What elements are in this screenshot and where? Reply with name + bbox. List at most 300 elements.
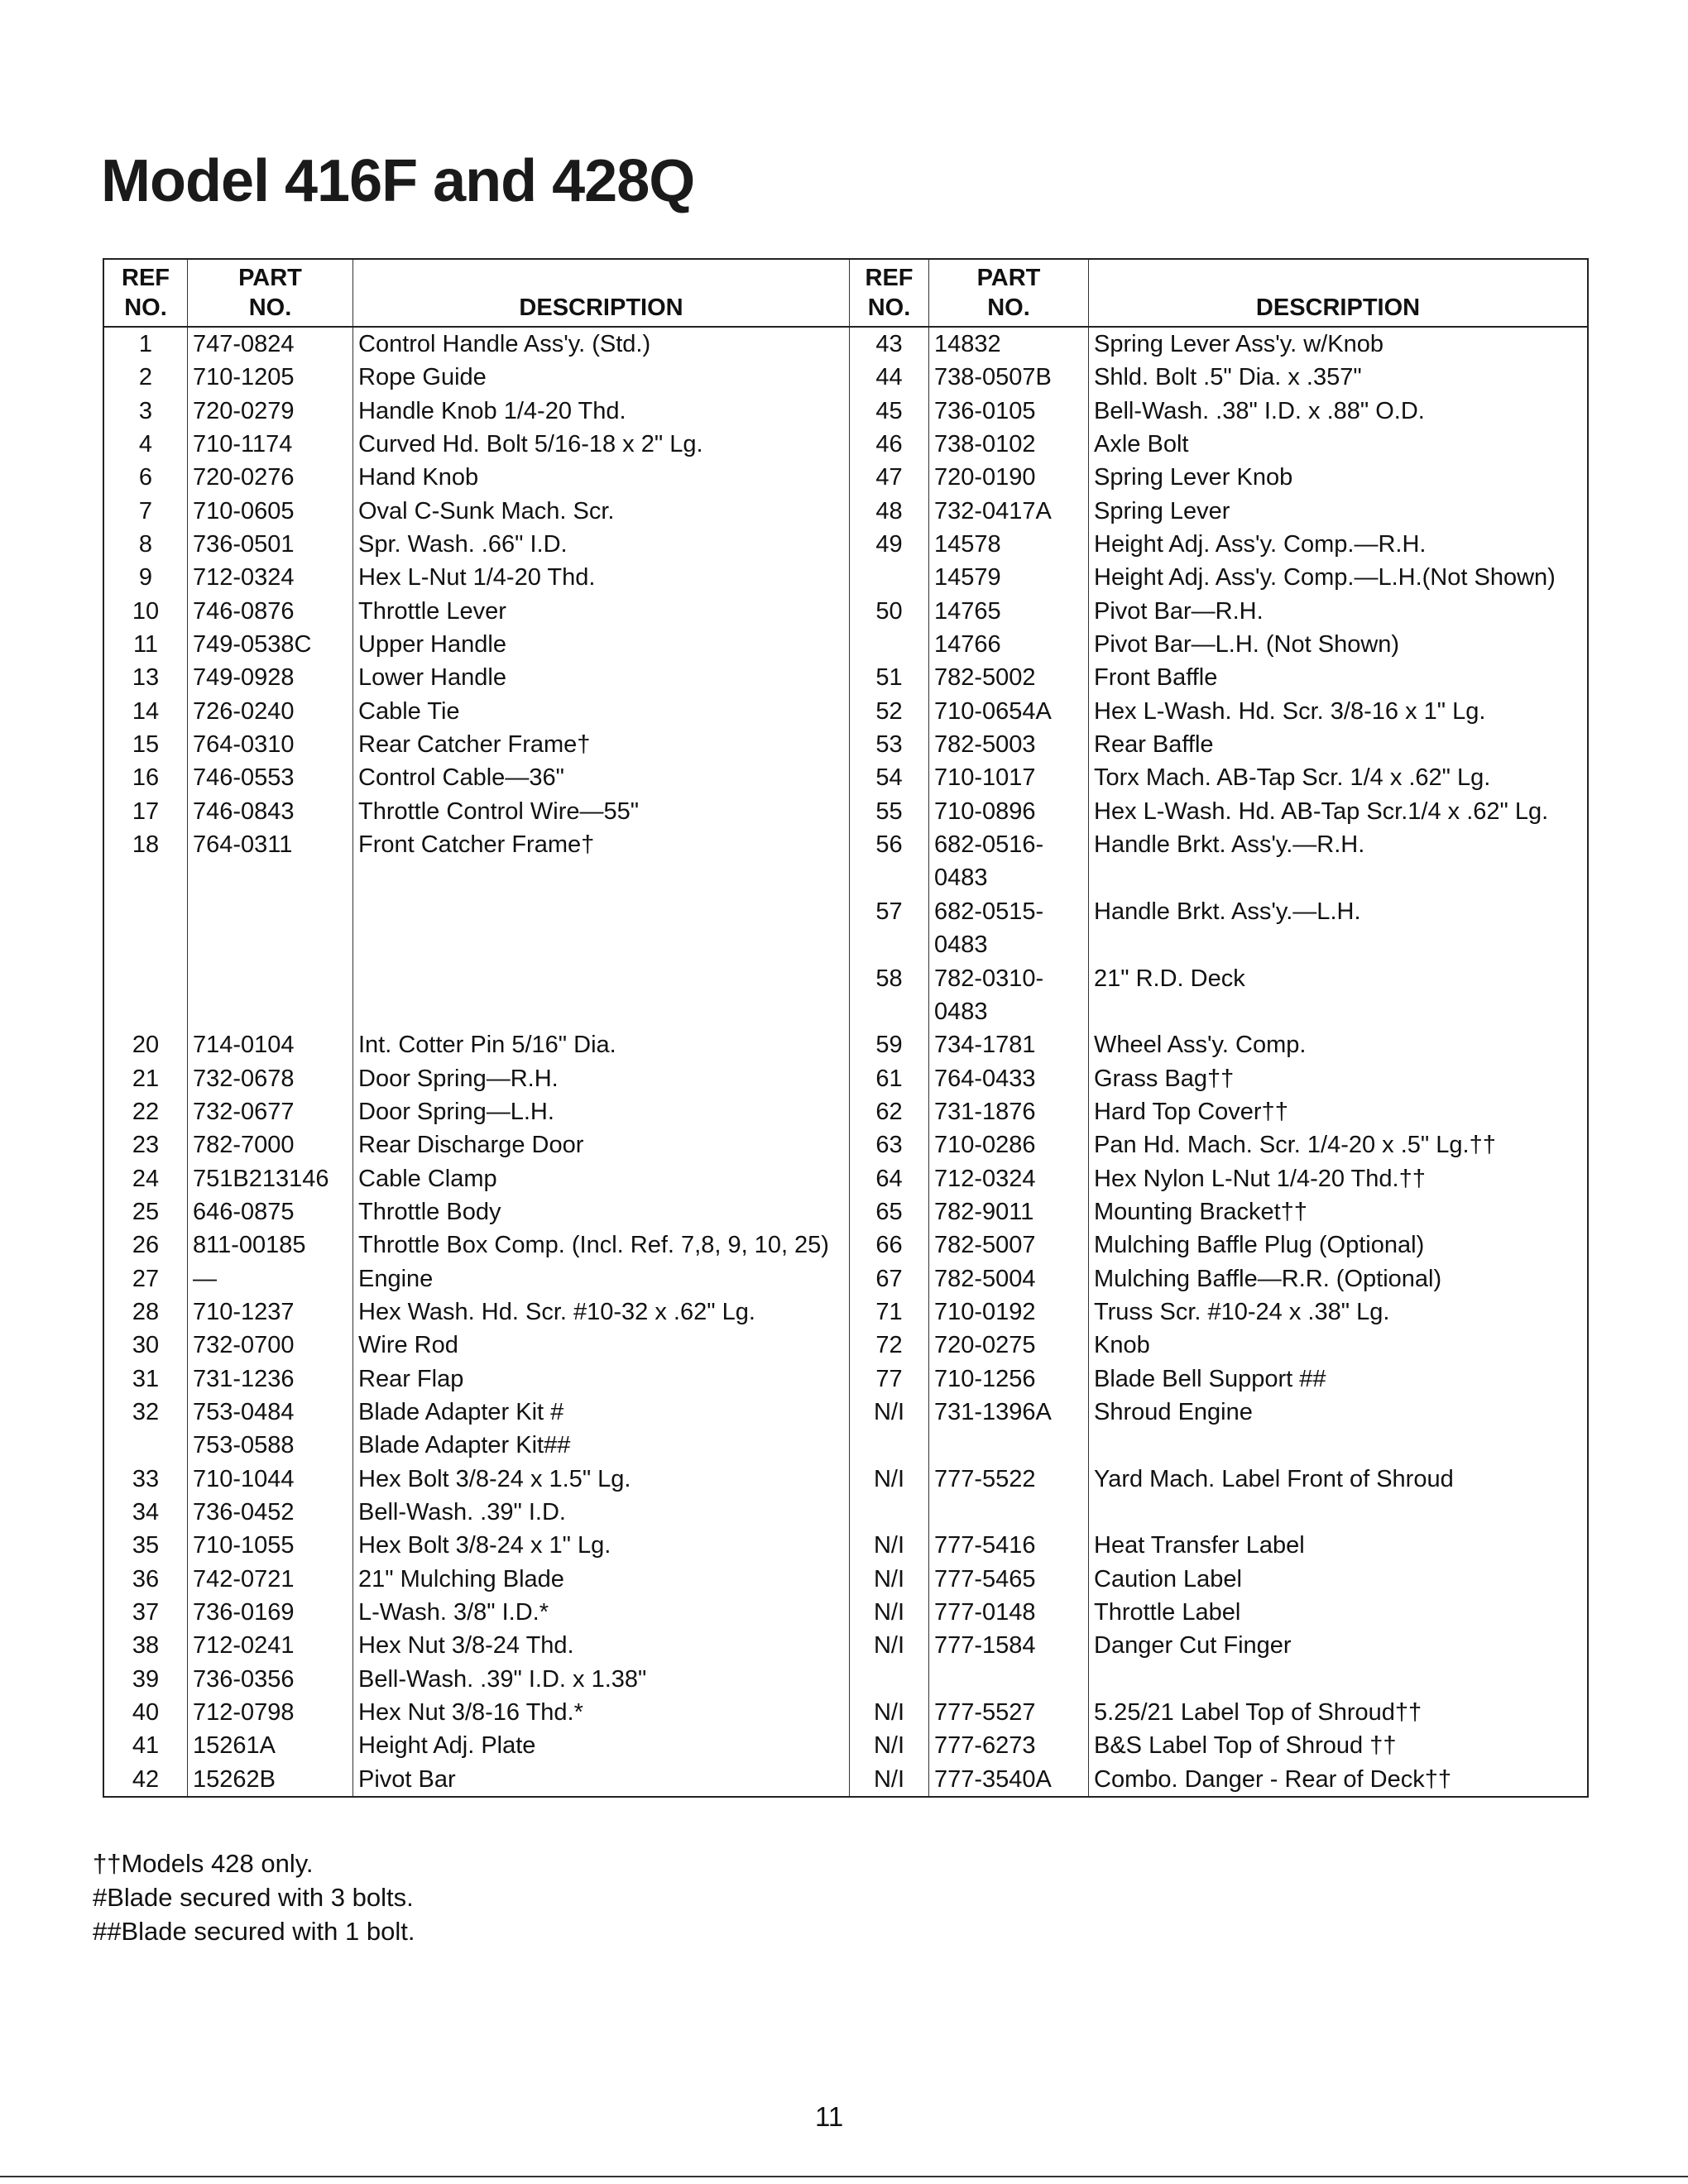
table-row [104, 1329, 849, 1362]
description-cell: Hex Nut 3/8-24 Thd. [352, 1629, 849, 1662]
part-no-cell: 712-0241 [187, 1629, 352, 1662]
part-no-cell: — [187, 1262, 352, 1296]
description-cell: Bell-Wash. .38" I.D. x .88" O.D. [1088, 395, 1587, 428]
ref-no-cell: 20 [132, 1032, 160, 1059]
part-no-cell: 14832 [928, 328, 1088, 361]
table-row [104, 1496, 849, 1529]
table-row [104, 1663, 849, 1696]
table-row [104, 1696, 849, 1729]
ref-no-cell [104, 962, 187, 1029]
table-row [104, 1228, 849, 1262]
part-no-cell: 777-3540A [928, 1763, 1088, 1796]
table-row [104, 1763, 849, 1796]
part-no-cell: 747-0824 [187, 328, 352, 361]
description-cell [1088, 1496, 1587, 1529]
part-no-cell: 736-0169 [187, 1596, 352, 1629]
page-number: 11 [815, 2101, 844, 2132]
ref-no-cell: 23 [132, 1132, 160, 1159]
ref-no-cell [849, 1663, 928, 1696]
ref-no-cell: 36 [132, 1565, 160, 1592]
part-no-cell [928, 1429, 1088, 1462]
part-no-cell: 682-0516- 0483 [928, 828, 1088, 895]
table-row [849, 395, 1587, 428]
description-cell: Pivot Bar [352, 1763, 849, 1796]
part-no-cell: 712-0798 [187, 1696, 352, 1729]
table-row [104, 495, 849, 528]
description-cell: Mulching Baffle Plug (Optional) [1088, 1228, 1587, 1262]
part-no-cell: 732-0417A [928, 495, 1088, 528]
part-no-cell: 736-0105 [928, 395, 1088, 428]
table-row [104, 628, 849, 661]
part-no-cell: 710-1237 [187, 1296, 352, 1329]
description-cell: Pan Hd. Mach. Scr. 1/4-20 x .5" Lg.†† [1088, 1128, 1587, 1161]
part-no-cell: 710-0605 [187, 495, 352, 528]
ref-no-cell: 42 [132, 1765, 160, 1793]
ref-no-cell [104, 1429, 187, 1462]
table-row [104, 528, 849, 561]
part-no-cell: 746-0553 [187, 761, 352, 794]
table-row [849, 428, 1587, 461]
table-row [849, 628, 1587, 661]
description-cell: Height Adj. Plate [352, 1729, 849, 1762]
table-row [849, 1162, 1587, 1195]
page-title: Model 416F and 428Q [101, 148, 695, 214]
description-cell: Door Spring—R.H. [352, 1062, 849, 1095]
description-cell: Wheel Ass'y. Comp. [1088, 1028, 1587, 1061]
ref-no-cell: 63 [849, 1128, 928, 1161]
description-cell [1088, 1429, 1587, 1462]
description-cell: Blade Bell Support ## [1088, 1363, 1587, 1396]
table-row [849, 1195, 1587, 1228]
part-no-cell: 14766 [928, 628, 1088, 661]
description-cell: Oval C-Sunk Mach. Scr. [352, 495, 849, 528]
table-row [104, 561, 849, 594]
table-row [104, 1596, 849, 1629]
ref-no-cell: 48 [849, 495, 928, 528]
ref-no-cell [849, 1429, 928, 1462]
header-description-right: DESCRIPTION [1088, 260, 1587, 326]
part-no-cell: 782-5002 [928, 661, 1088, 694]
description-cell: B&S Label Top of Shroud †† [1088, 1729, 1587, 1762]
table-row [104, 395, 849, 428]
description-cell: Curved Hd. Bolt 5/16-18 x 2" Lg. [352, 428, 849, 461]
ref-no-cell: N/I [849, 1529, 928, 1562]
description-cell: Torx Mach. AB-Tap Scr. 1/4 x .62" Lg. [1088, 761, 1587, 794]
part-no-cell: 710-0192 [928, 1296, 1088, 1329]
part-no-cell: 710-1174 [187, 428, 352, 461]
table-row [849, 1729, 1587, 1762]
part-no-cell: 746-0843 [187, 795, 352, 828]
ref-no-cell: 37 [132, 1599, 160, 1626]
description-cell: Spring Lever Ass'y. w/Knob [1088, 328, 1587, 361]
ref-no-cell [849, 561, 928, 594]
table-row [849, 1363, 1587, 1396]
part-no-cell: 782-5004 [928, 1262, 1088, 1296]
table-row [849, 1329, 1587, 1362]
description-cell: Lower Handle [352, 661, 849, 694]
part-no-cell: 710-1256 [928, 1363, 1088, 1396]
table-row [104, 828, 849, 895]
description-cell: Pivot Bar—L.H. (Not Shown) [1088, 628, 1587, 661]
table-row [849, 1062, 1587, 1095]
description-cell: Hand Knob [352, 461, 849, 494]
part-no-cell: 14578 [928, 528, 1088, 561]
part-no-cell: 738-0507B [928, 361, 1088, 394]
table-row [104, 461, 849, 494]
table-row [849, 1396, 1587, 1429]
table-row [104, 428, 849, 461]
ref-no-cell: 59 [849, 1028, 928, 1061]
part-no-cell: 764-0433 [928, 1062, 1088, 1095]
ref-no-cell: 66 [849, 1228, 928, 1262]
table-row [849, 728, 1587, 761]
table-row [849, 828, 1587, 895]
description-cell: Cable Tie [352, 695, 849, 728]
part-no-cell: 734-1781 [928, 1028, 1088, 1061]
part-no-cell: 777-1584 [928, 1629, 1088, 1662]
description-cell [352, 962, 849, 1029]
table-row [849, 1629, 1587, 1662]
description-cell: Hex Wash. Hd. Scr. #10-32 x .62" Lg. [352, 1296, 849, 1329]
ref-no-cell: 2 [138, 364, 153, 391]
table-row [104, 1128, 849, 1161]
part-no-cell: 732-0700 [187, 1329, 352, 1362]
part-no-cell: 720-0276 [187, 461, 352, 494]
part-no-cell: 777-5522 [928, 1463, 1088, 1496]
part-no-cell: 777-6273 [928, 1729, 1088, 1762]
footnotes [93, 1846, 415, 1948]
table-row [104, 1396, 849, 1429]
ref-no-cell: 10 [132, 597, 160, 625]
table-row [849, 1262, 1587, 1296]
description-cell: 5.25/21 Label Top of Shroud†† [1088, 1696, 1587, 1729]
ref-no-cell: 4 [138, 431, 153, 458]
bottom-rule [0, 2176, 1688, 2177]
part-no-cell: 746-0876 [187, 595, 352, 628]
part-no-cell: 811-00185 [187, 1228, 352, 1262]
ref-no-cell: N/I [849, 1596, 928, 1629]
description-cell: Handle Brkt. Ass'y.—L.H. [1088, 895, 1587, 962]
table-row [104, 1095, 849, 1128]
description-cell: Mulching Baffle—R.R. (Optional) [1088, 1262, 1587, 1296]
ref-no-cell: 77 [849, 1363, 928, 1396]
description-cell: Handle Brkt. Ass'y.—R.H. [1088, 828, 1587, 895]
part-no-cell [928, 1663, 1088, 1696]
parts-table [103, 258, 1589, 1798]
table-row [849, 1596, 1587, 1629]
description-cell: Pivot Bar—R.H. [1088, 595, 1587, 628]
table-row [104, 1062, 849, 1095]
ref-no-cell: 31 [132, 1365, 160, 1392]
table-body [104, 328, 1587, 1796]
part-no-cell: 646-0875 [187, 1195, 352, 1228]
description-cell: L-Wash. 3/8" I.D.* [352, 1596, 849, 1629]
table-row [104, 795, 849, 828]
description-cell: Spring Lever Knob [1088, 461, 1587, 494]
part-no-cell: 732-0677 [187, 1095, 352, 1128]
ref-no-cell: 55 [849, 795, 928, 828]
ref-no-cell: 26 [132, 1232, 160, 1259]
ref-no-cell: N/I [849, 1396, 928, 1429]
part-no-cell: 753-0484 [187, 1396, 352, 1429]
table-row [104, 895, 849, 962]
ref-no-cell: 39 [132, 1665, 160, 1693]
ref-no-cell: 46 [849, 428, 928, 461]
part-no-cell: 710-0896 [928, 795, 1088, 828]
table-row [104, 1729, 849, 1762]
description-cell: Throttle Control Wire—55" [352, 795, 849, 828]
description-cell: Control Handle Ass'y. (Std.) [352, 328, 849, 361]
part-no-cell: 777-5527 [928, 1696, 1088, 1729]
description-cell: Height Adj. Ass'y. Comp.—R.H. [1088, 528, 1587, 561]
ref-no-cell: 47 [849, 461, 928, 494]
table-row [104, 761, 849, 794]
description-cell: Hex Bolt 3/8-24 x 1" Lg. [352, 1529, 849, 1562]
ref-no-cell: N/I [849, 1696, 928, 1729]
description-cell: Hex Bolt 3/8-24 x 1.5" Lg. [352, 1463, 849, 1496]
ref-no-cell: 38 [132, 1632, 160, 1660]
ref-no-cell: 64 [849, 1162, 928, 1195]
ref-no-cell: 9 [138, 564, 153, 592]
part-no-cell: 682-0515- 0483 [928, 895, 1088, 962]
description-cell [352, 895, 849, 962]
description-cell: Danger Cut Finger [1088, 1629, 1587, 1662]
header-part-no: PART NO. [187, 260, 352, 326]
table-row [849, 1429, 1587, 1462]
table-row [849, 561, 1587, 594]
header-ref-no: REF NO. [122, 265, 170, 321]
part-no-cell: 782-0310- 0483 [928, 962, 1088, 1029]
ref-no-cell: 16 [132, 764, 160, 792]
description-cell: Rear Catcher Frame† [352, 728, 849, 761]
ref-no-cell [849, 1496, 928, 1529]
ref-no-cell: 45 [849, 395, 928, 428]
table-row [849, 528, 1587, 561]
table-row [104, 1162, 849, 1195]
ref-no-cell [849, 628, 928, 661]
table-row [849, 1696, 1587, 1729]
ref-no-cell: 1 [138, 331, 153, 357]
ref-no-cell: 50 [849, 595, 928, 628]
ref-no-cell: 21 [132, 1065, 160, 1092]
description-cell: Combo. Danger - Rear of Deck†† [1088, 1763, 1587, 1796]
ref-no-cell: N/I [849, 1463, 928, 1496]
description-cell: Bell-Wash. .39" I.D. x 1.38" [352, 1663, 849, 1696]
table-row [849, 1529, 1587, 1562]
description-cell: Shld. Bolt .5" Dia. x .357" [1088, 361, 1587, 394]
part-no-cell: 712-0324 [928, 1162, 1088, 1195]
description-cell: Wire Rod [352, 1329, 849, 1362]
description-cell: Engine [352, 1262, 849, 1296]
part-no-cell: 749-0538C [187, 628, 352, 661]
part-no-cell: 782-9011 [928, 1195, 1088, 1228]
table-row [849, 595, 1587, 628]
table-row [849, 1095, 1587, 1128]
ref-no-cell: 25 [132, 1198, 160, 1225]
ref-no-cell: 14 [132, 697, 160, 725]
table-row [104, 1463, 849, 1496]
part-no-cell: 15261A [187, 1729, 352, 1762]
part-no-cell: 726-0240 [187, 695, 352, 728]
table-row [104, 595, 849, 628]
part-no-cell: 710-0654A [928, 695, 1088, 728]
table-row [849, 1296, 1587, 1329]
description-cell: Mounting Bracket†† [1088, 1195, 1587, 1228]
table-row [849, 1496, 1587, 1529]
ref-no-cell: N/I [849, 1563, 928, 1596]
description-cell: Door Spring—L.H. [352, 1095, 849, 1128]
ref-no-cell: 40 [132, 1699, 160, 1727]
table-row [104, 1429, 849, 1462]
table-row [849, 1463, 1587, 1496]
part-no-cell [928, 1496, 1088, 1529]
description-cell: Front Catcher Frame† [352, 828, 849, 895]
table-row [849, 361, 1587, 394]
part-no-cell: 749-0928 [187, 661, 352, 694]
ref-no-cell: 43 [849, 328, 928, 361]
part-no-cell [187, 895, 352, 962]
ref-no-cell: 13 [132, 664, 160, 692]
description-cell: Handle Knob 1/4-20 Thd. [352, 395, 849, 428]
description-cell: Bell-Wash. .39" I.D. [352, 1496, 849, 1529]
part-no-cell: 710-1055 [187, 1529, 352, 1562]
part-no-cell: 710-0286 [928, 1128, 1088, 1161]
ref-no-cell: 32 [132, 1399, 160, 1425]
part-no-cell [187, 962, 352, 1029]
description-cell: Heat Transfer Label [1088, 1529, 1587, 1562]
table-row [104, 1563, 849, 1596]
table-row [849, 1128, 1587, 1161]
ref-no-cell: 56 [849, 828, 928, 895]
ref-no-cell: 53 [849, 728, 928, 761]
description-cell: Blade Adapter Kit## [352, 1429, 849, 1462]
table-row [849, 695, 1587, 728]
ref-no-cell: 8 [138, 531, 153, 558]
table-row [104, 1629, 849, 1662]
description-cell: Hex Nylon L-Nut 1/4-20 Thd.†† [1088, 1162, 1587, 1195]
part-no-cell: 736-0501 [187, 528, 352, 561]
table-row [849, 895, 1587, 962]
table-row [849, 328, 1587, 361]
description-cell: Rear Baffle [1088, 728, 1587, 761]
part-no-cell: 753-0588 [187, 1429, 352, 1462]
table-row [849, 1663, 1587, 1696]
table-row [849, 661, 1587, 694]
table-row [104, 1028, 849, 1061]
description-cell: Throttle Label [1088, 1596, 1587, 1629]
ref-no-cell: 34 [132, 1499, 160, 1526]
ref-no-cell: 71 [849, 1296, 928, 1329]
description-cell: Spr. Wash. .66" I.D. [352, 528, 849, 561]
part-no-cell: 712-0324 [187, 561, 352, 594]
table-row [104, 695, 849, 728]
table-row [104, 1529, 849, 1562]
ref-no-cell: 52 [849, 695, 928, 728]
ref-no-cell: 65 [849, 1195, 928, 1228]
ref-no-cell: 44 [849, 361, 928, 394]
ref-no-cell: 33 [132, 1465, 160, 1492]
ref-no-cell: N/I [849, 1629, 928, 1662]
part-no-cell: 751B213146 [187, 1162, 352, 1195]
part-no-cell: 714-0104 [187, 1028, 352, 1061]
part-no-cell: 782-7000 [187, 1128, 352, 1161]
ref-no-cell: 30 [132, 1332, 160, 1359]
table-row [849, 962, 1587, 1029]
table-row [104, 728, 849, 761]
part-no-cell: 14579 [928, 561, 1088, 594]
description-cell: 21" R.D. Deck [1088, 962, 1587, 1029]
ref-no-cell: 22 [132, 1098, 160, 1125]
table-header [104, 260, 1587, 328]
part-no-cell: 777-5416 [928, 1529, 1088, 1562]
ref-no-cell: 17 [132, 797, 160, 825]
part-no-cell: 14765 [928, 595, 1088, 628]
ref-no-cell: 24 [132, 1165, 160, 1192]
table-row [849, 761, 1587, 794]
header-ref-no-right: REF NO. [849, 260, 928, 326]
header-part-no-right: PART NO. [928, 260, 1088, 326]
header-description: DESCRIPTION [352, 260, 849, 326]
table-row [104, 1262, 849, 1296]
table-row [849, 1563, 1587, 1596]
ref-no-cell: 57 [849, 895, 928, 962]
ref-no-cell: 49 [849, 528, 928, 561]
description-cell: Rear Discharge Door [352, 1128, 849, 1161]
ref-no-cell: 51 [849, 661, 928, 694]
part-no-cell: 782-5007 [928, 1228, 1088, 1262]
description-cell: Int. Cotter Pin 5/16" Dia. [352, 1028, 849, 1061]
description-cell: Blade Adapter Kit # [352, 1396, 849, 1429]
ref-no-cell: 15 [132, 731, 160, 759]
description-cell: Grass Bag†† [1088, 1062, 1587, 1095]
ref-no-cell: 62 [849, 1095, 928, 1128]
part-no-cell: 731-1876 [928, 1095, 1088, 1128]
description-cell: Rear Flap [352, 1363, 849, 1396]
part-no-cell: 732-0678 [187, 1062, 352, 1095]
description-cell: Hex L-Wash. Hd. AB-Tap Scr.1/4 x .62" Lg. [1088, 795, 1587, 828]
part-no-cell: 738-0102 [928, 428, 1088, 461]
ref-no-cell: 35 [132, 1532, 160, 1559]
description-cell: Hard Top Cover†† [1088, 1095, 1587, 1128]
ref-no-cell: 6 [138, 464, 153, 491]
ref-no-cell [104, 895, 187, 962]
description-cell: Spring Lever [1088, 495, 1587, 528]
description-cell: Hex L-Nut 1/4-20 Thd. [352, 561, 849, 594]
table-row [849, 461, 1587, 494]
ref-no-cell: 67 [849, 1262, 928, 1296]
ref-no-cell: 3 [138, 397, 153, 424]
ref-no-cell: 28 [132, 1298, 160, 1325]
description-cell: Hex L-Wash. Hd. Scr. 3/8-16 x 1" Lg. [1088, 695, 1587, 728]
description-cell: Axle Bolt [1088, 428, 1587, 461]
part-no-cell: 731-1236 [187, 1363, 352, 1396]
table-row [104, 1296, 849, 1329]
table-row [104, 1363, 849, 1396]
part-no-cell: 720-0279 [187, 395, 352, 428]
description-cell: Throttle Lever [352, 595, 849, 628]
ref-no-cell: 41 [132, 1732, 160, 1760]
left-column [104, 328, 849, 1796]
footnote: #Blade secured with 3 bolts. [93, 1883, 414, 1912]
description-cell: Shroud Engine [1088, 1396, 1587, 1429]
part-no-cell: 777-5465 [928, 1563, 1088, 1596]
part-no-cell: 742-0721 [187, 1563, 352, 1596]
table-row [104, 1195, 849, 1228]
ref-no-cell: 61 [849, 1062, 928, 1095]
part-no-cell: 710-1205 [187, 361, 352, 394]
table-row [104, 661, 849, 694]
ref-no-cell: 27 [132, 1265, 160, 1292]
